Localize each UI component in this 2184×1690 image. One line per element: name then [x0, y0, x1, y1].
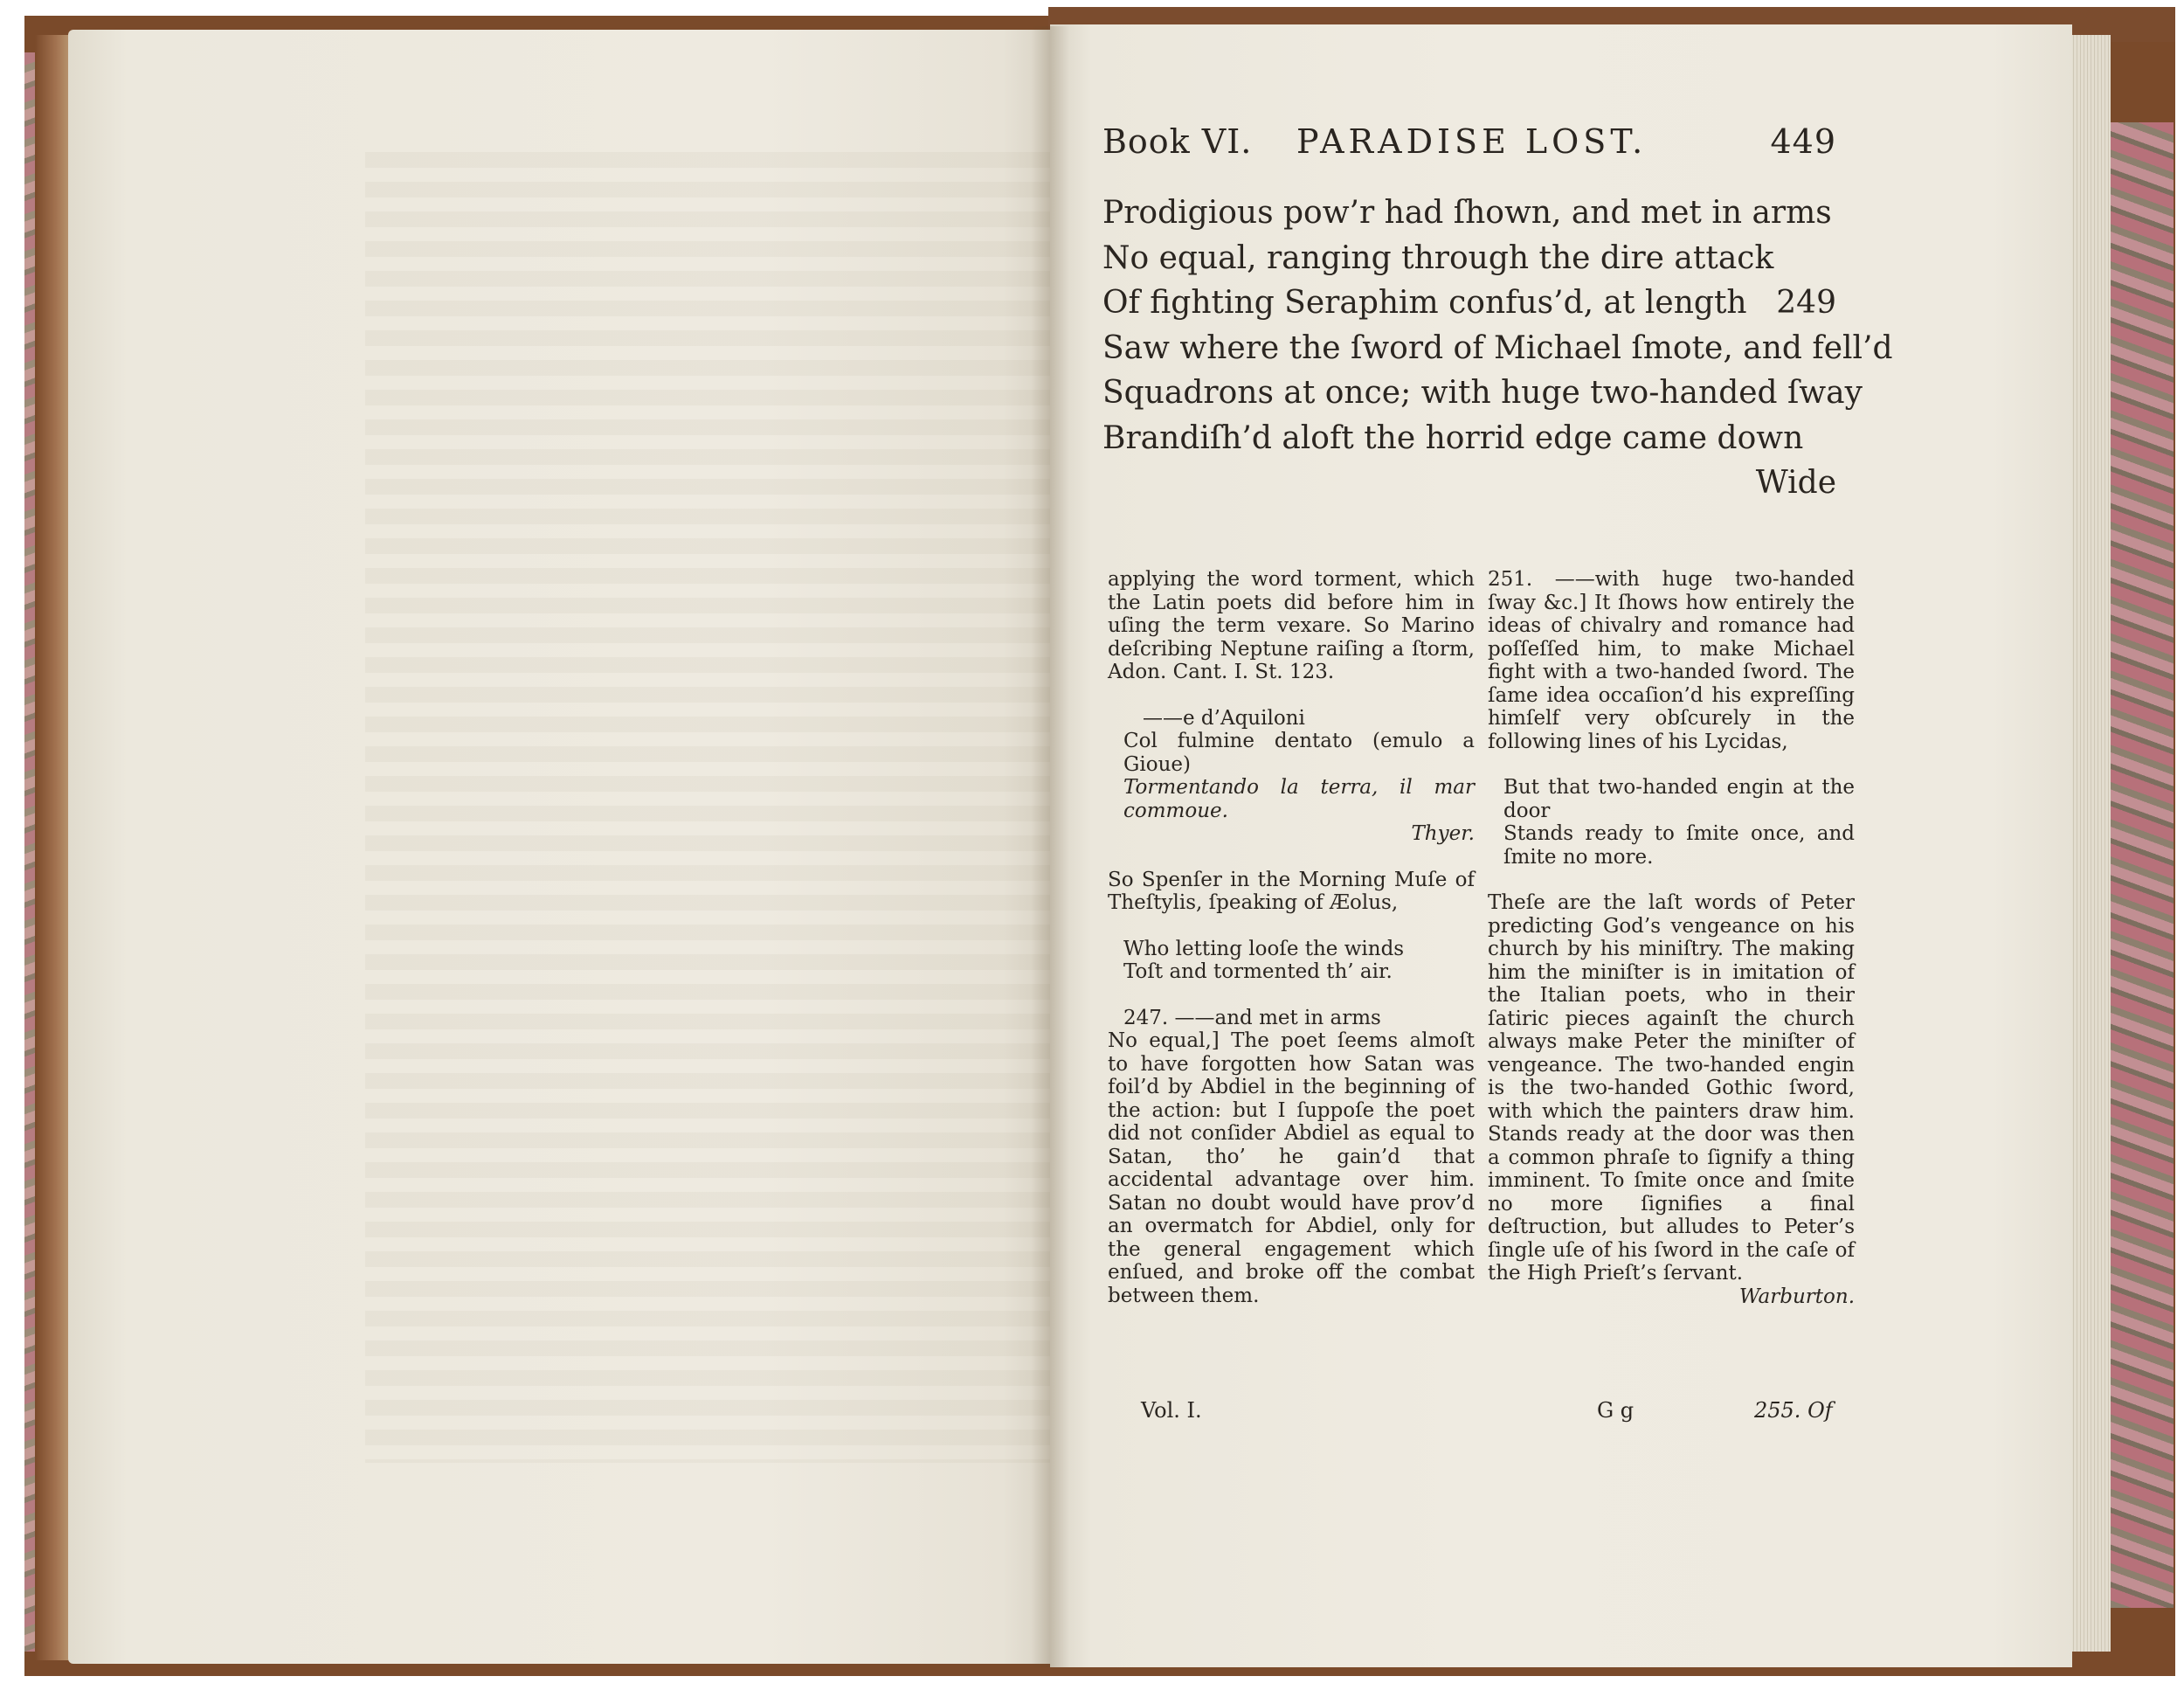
verse-line: [1102, 281, 1836, 326]
book-gutter: [1031, 26, 1069, 1667]
line-number: 249: [1776, 285, 1836, 321]
verse-line: [1102, 371, 1863, 416]
gathering-signature: G g: [1597, 1398, 1635, 1423]
verse-text: Of fighting Seraphim confus’d, at length: [1102, 285, 1747, 321]
note-quote: Col fulmine dentato (emulo a Gioue): [1123, 730, 1475, 776]
verse-line: [1102, 190, 1836, 236]
verse-text: No equal, ranging through the dire attack: [1102, 239, 1774, 276]
volume-signature: Vol. I.: [1141, 1398, 1202, 1423]
note-attribution: Thyer.: [1411, 822, 1475, 845]
notes-column-right: [1488, 568, 1855, 1308]
note-paragraph: applying the word torment, which the Latin poets did before him in uſing the term vexare. So Marino deſcribing Neptune raiſing a ſtorm, Adon. Cant. I. St. 123.: [1108, 568, 1475, 683]
verse-text: Saw where the ſword of Michael ſmote, and fell’d: [1102, 329, 1893, 366]
page-title: PARADISE LOST.: [1296, 122, 1648, 161]
show-through-text: [365, 152, 1090, 1463]
note-paragraph: Theſe are the laſt words of Peter predicting God’s vengeance on his church by his miniſtry. The making him the miniſter is in imitation of the Italian poets, who in their ſatiric pieces againſt the church always make Peter the miniſter of vengeance. The two-handed engin is the two-handed Gothic ſword, with which the painters draw him. Stands ready at the door was then a common phraſe to ſignify a thing imminent. To ſmite once and ſmite no more ſignifies a final deſtruction, but alludes to Peter’s ſingle uſe of his ſword in the caſe of the High Prieſt’s ſervant.: [1488, 891, 1855, 1285]
cover-edge-left: [35, 35, 70, 1660]
verse-text: Brandiſh’d aloft the horrid edge came down: [1102, 419, 1804, 456]
verse-block: [1102, 190, 1893, 506]
page-number: 449: [1770, 122, 1836, 161]
note-quote: Who letting looſe the winds: [1123, 937, 1405, 960]
note-quote: Stands ready to ſmite once, and ſmite no more.: [1503, 822, 1855, 869]
note-quote: But that two-handed engin at the door: [1503, 776, 1855, 822]
page-edges: [2070, 35, 2111, 1652]
note-quote: Tormentando la terra, il mar commoue.: [1123, 776, 1475, 822]
running-head: [1102, 122, 1836, 175]
note-paragraph: 251. ——with huge two-handed ſway &c.] It ſhows how entirely the ideas of chivalry and romance had poſſeſſed him, to make Michael fight with a two-handed ſword. The ſame idea occaſion’d his expreſſing himſelf very obſcurely in the following lines of his Lycidas,: [1488, 568, 1855, 753]
verse-text: Prodigious pow’r had ſhown, and met in arms: [1102, 195, 1832, 231]
note-paragraph: So Spenſer in the Morning Muſe of Theſtylis, ſpeaking of Æolus,: [1108, 868, 1475, 914]
notes-column-left: [1108, 568, 1475, 1307]
page-catchword: 255. Of: [1754, 1398, 1833, 1423]
verse-line: [1102, 416, 1836, 461]
note-lemma: 247. ——and met in arms: [1123, 1006, 1381, 1029]
note-quote: Toſt and tormented th’ air.: [1123, 960, 1393, 983]
verse-catchword: Wide: [1755, 465, 1836, 501]
book-label: Book VI.: [1102, 122, 1253, 161]
verse-line: [1102, 236, 1836, 281]
note-paragraph: No equal,] The poet ſeems almoſt to have forgotten how Satan was foil’d by Abdiel in the beginning of the action: but I ſuppoſe the poet did not conſider Abdiel as equal to Satan, tho’ he gain’d that accidental advantage over him. Satan no doubt would have prov’d an overmatch for Abdiel, only for the general engagement which enſued, and broke off the combat between them.: [1108, 1029, 1475, 1307]
note-quote: ——e d’Aquiloni: [1143, 706, 1305, 730]
verse-line: [1102, 326, 1893, 371]
marbled-endpaper-right: [2105, 122, 2174, 1608]
left-page: [68, 30, 1052, 1664]
note-attribution: Warburton.: [1738, 1285, 1855, 1308]
verse-text: Squadrons at once; with huge two-handed ſway: [1102, 375, 1863, 411]
